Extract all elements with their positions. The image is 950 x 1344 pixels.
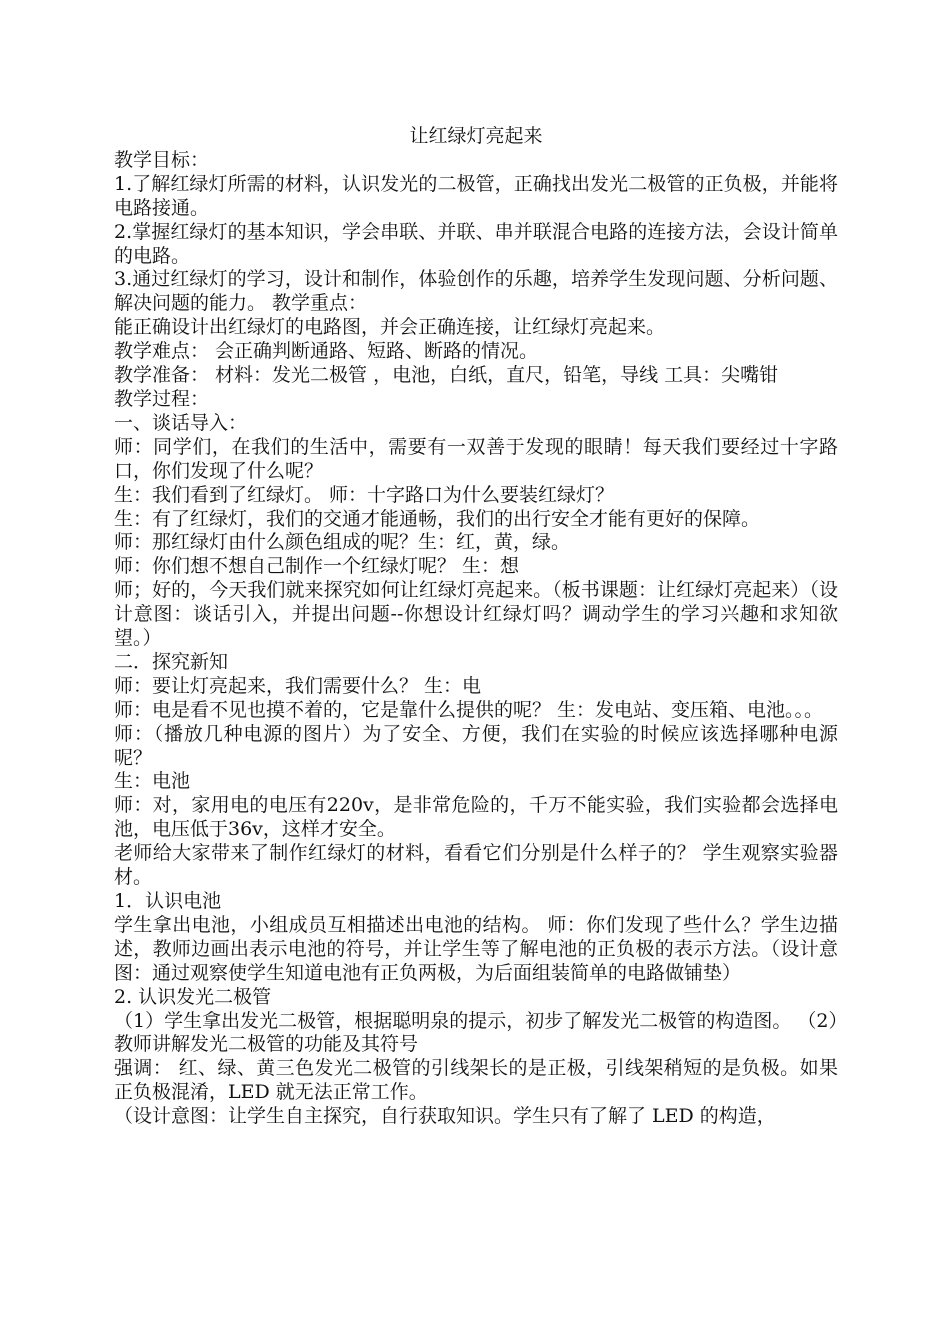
paragraph: 师；好的，今天我们就来探究如何让红绿灯亮起来。（板书课题：让红绿灯亮起来）（设计意图：谈话引入，并提出问题--你想设计红绿灯吗？调动学生的学习兴趣和求知欲望。） (114, 579, 838, 650)
paragraph: 3.通过红绿灯的学习，设计和制作，体验创作的乐趣，培养学生发现问题、分析问题、解决问题的能力。 教学重点： (114, 268, 838, 315)
paragraph: 师：你们想不想自己制作一个红绿灯呢？ 生：想 (114, 555, 520, 578)
paragraph: 师：对，家用电的电压有220v，是非常危险的，千万不能实验，我们实验都会选择电池，电压低于36v，这样才安全。 (114, 794, 838, 841)
paragraph: 师：（播放几种电源的图片）为了安全、方便，我们在实验的时候应该选择哪种电源呢？ (114, 722, 838, 769)
paragraph: 能正确设计出红绿灯的电路图，并会正确连接，让红绿灯亮起来。 (114, 316, 666, 339)
paragraph: 生：电池 (114, 770, 191, 793)
paragraph: 强调： 红、绿、黄三色发光二极管的引线架长的是正极，引线架稍短的是负极。如果正负极混淆，LED 就无法正常工作。 (114, 1057, 838, 1104)
paragraph: 2.掌握红绿灯的基本知识，学会串联、并联、串并联混合电路的连接方法，会设计简单的电路。 (114, 220, 838, 267)
paragraph: （1）学生拿出发光二极管，根据聪明泉的提示，初步了解发光二极管的构造图。 （2）教师讲解发光二极管的功能及其符号 (114, 1009, 838, 1056)
paragraph: 生：有了红绿灯，我们的交通才能通畅，我们的出行安全才能有更好的保障。 (114, 507, 761, 530)
document-body (114, 125, 838, 1129)
paragraph: 老师给大家带来了制作红绿灯的材料，看看它们分别是什么样子的？ 学生观察实验器材。 (114, 842, 838, 889)
paragraph: 教学过程： (114, 387, 210, 410)
paragraph: 二．探究新知 (114, 650, 229, 673)
paragraph: 教学难点： 会正确判断通路、短路、断路的情况。 (114, 340, 539, 363)
paragraph: 师：那红绿灯由什么颜色组成的呢？生：红，黄，绿。 (114, 531, 571, 554)
paragraph: 师：同学们，在我们的生活中，需要有一双善于发现的眼睛！每天我们要经过十字路口，你们发现了什么呢？ (114, 435, 838, 482)
paragraph: 生：我们看到了红绿灯。 师：十字路口为什么要装红绿灯？ (114, 483, 615, 506)
paragraph: 1．认识电池 (114, 890, 222, 912)
document-title: 让红绿灯亮起来 (409, 125, 543, 147)
paragraph: 教学准备： 材料：发光二极管 ，电池，白纸，直尺，铅笔，导线 工具：尖嘴钳 (114, 364, 779, 387)
paragraph: 师：电是看不见也摸不着的，它是靠什么提供的呢？ 生：发电站、变压箱、电池。。。 (114, 698, 824, 721)
paragraph: 2. 认识发光二极管 (114, 985, 272, 1008)
paragraph: 教学目标： (114, 148, 210, 171)
paragraph: 一、谈话导入： (114, 411, 248, 434)
paragraph: （设计意图：让学生自主探究，自行获取知识。学生只有了解了 LED 的构造， (114, 1105, 776, 1128)
paragraph: 学生拿出电池，小组成员互相描述出电池的结构。 师：你们发现了些什么？学生边描述，教师边画出表示电池的符号，并让学生等了解电池的正负极的表示方法。（设计意图：通过观察使学生知道电池有正负两极，为后面组装简单的电路做铺垫） (114, 913, 838, 984)
paragraph: 1.了解红绿灯所需的材料，认识发光的二极管，正确找出发光二极管的正负极，并能将电路接通。 (114, 172, 838, 219)
paragraph: 师：要让灯亮起来，我们需要什么？ 生：电 (114, 674, 482, 697)
